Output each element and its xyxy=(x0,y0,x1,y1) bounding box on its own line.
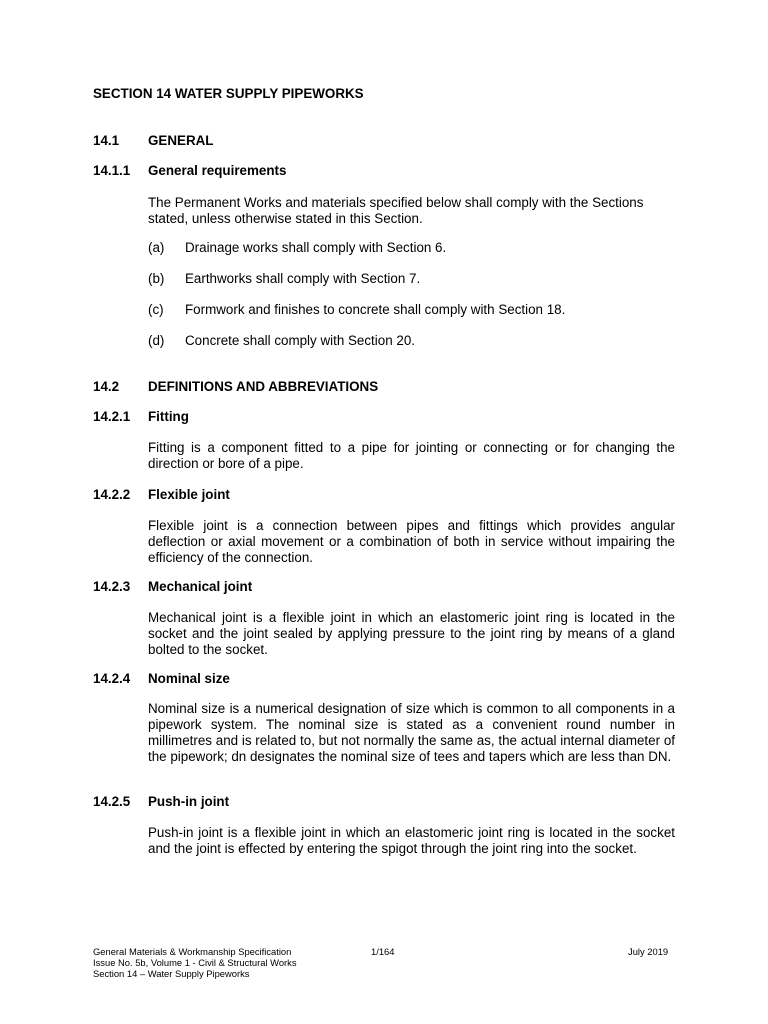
definition-fitting-text: Fitting is a component fitted to a pipe for jointing or connecting or for changing the direction or bore of a pipe. xyxy=(148,440,675,471)
heading-number-14-2: 14.2 xyxy=(93,379,120,394)
heading-general-requirements: General requirements xyxy=(148,163,287,178)
definition-push-in-joint-text: Push-in joint is a flexible joint in which an elastomeric joint ring is located in the socket and the joint is effected by entering the spigot through the joint ring into the socket. xyxy=(148,825,675,856)
list-item-label-c: (c) xyxy=(148,302,164,317)
heading-number-14-1-1: 14.1.1 xyxy=(93,163,131,178)
footer-spec-title: General Materials & Workmanship Specification xyxy=(93,946,292,957)
definition-mechanical-joint-text: Mechanical joint is a flexible joint in which an elastomeric joint ring is located in the socket and the joint sealed by applying pressure to the joint ring by means of a gland bolted to the socket. xyxy=(148,610,675,657)
heading-number-14-2-1: 14.2.1 xyxy=(93,409,131,424)
definition-flexible-joint-text: Flexible joint is a connection between pipes and fittings which provides angular deflection or axial movement or a combination of both in service without impairing the efficiency of the connection. xyxy=(148,518,675,565)
footer-page-number: 1/164 xyxy=(371,946,395,957)
heading-definitions: DEFINITIONS AND ABBREVIATIONS xyxy=(148,379,379,394)
list-item-text-b: Earthworks shall comply with Section 7. xyxy=(185,271,421,286)
heading-push-in-joint: Push-in joint xyxy=(148,794,230,809)
list-item-label-a: (a) xyxy=(148,240,165,255)
list-item-text-c: Formwork and finishes to concrete shall comply with Section 18. xyxy=(185,302,566,317)
section-heading: SECTION 14 WATER SUPPLY PIPEWORKS xyxy=(93,86,364,101)
definition-nominal-size-text: Nominal size is a numerical designation of size which is common to all components in a pipework system. The nominal size is stated as a convenient round number in millimetres and is related to, but not normally the same as, the actual internal diameter of the pipework; dn designates the nominal size of tees and tapers which are less than DN. xyxy=(148,701,675,764)
heading-flexible-joint: Flexible joint xyxy=(148,487,230,502)
heading-number-14-2-5: 14.2.5 xyxy=(93,794,131,809)
heading-mechanical-joint: Mechanical joint xyxy=(148,579,253,594)
heading-fitting: Fitting xyxy=(148,409,189,424)
heading-number-14-2-2: 14.2.2 xyxy=(93,487,131,502)
general-requirements-intro: The Permanent Works and materials specified below shall comply with the Sections stated, unless otherwise stated in this Section. xyxy=(148,195,644,226)
footer-issue: Issue No. 5b, Volume 1 - Civil & Structural Works xyxy=(93,957,297,968)
footer-date: July 2019 xyxy=(628,946,669,957)
footer-section: Section 14 – Water Supply Pipeworks xyxy=(93,968,250,979)
heading-number-14-2-4: 14.2.4 xyxy=(93,671,131,686)
list-item-label-d: (d) xyxy=(148,333,165,348)
heading-nominal-size: Nominal size xyxy=(148,671,230,686)
list-item-text-d: Concrete shall comply with Section 20. xyxy=(185,333,415,348)
heading-number-14-1: 14.1 xyxy=(93,133,120,148)
heading-general: GENERAL xyxy=(148,133,214,148)
list-item-label-b: (b) xyxy=(148,271,165,286)
heading-number-14-2-3: 14.2.3 xyxy=(93,579,131,594)
list-item-text-a: Drainage works shall comply with Section 6. xyxy=(185,240,447,255)
